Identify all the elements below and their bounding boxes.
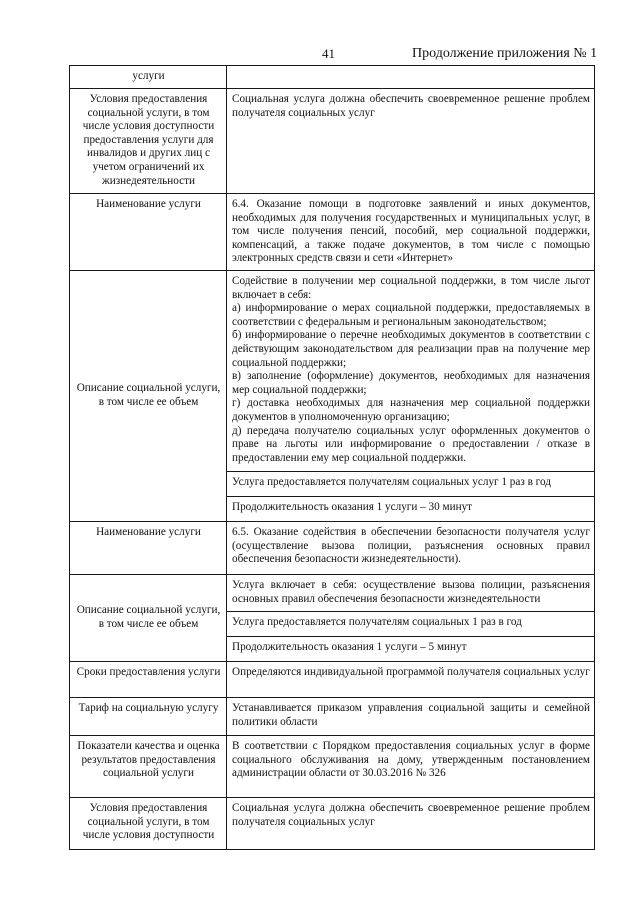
table-row [70,574,595,611]
table-row [70,797,595,849]
row-label: Условия предоставления социальной услуги, в том числе условия доступности [70,797,227,849]
row-label: Описание социальной услуги, в том числе ее объем [70,270,227,521]
service-frequency: Услуга предоставляется получателям социальных 1 раз в год [227,611,595,636]
list-item: б) информирование о перечне необходимых документов в соответствии с действующим законодательством для реализации прав на получение мер социальной поддержки; [232,329,590,369]
row-value: Устанавливается приказом управления социальной защиты и семейной политики области [227,697,595,735]
row-value: В соответствии с Порядком предоставления социальных услуг в форме социального обслуживания на дому, утвержденным постановлением администрации области от 30.03.2016 № 326 [227,735,595,797]
table-row [70,697,595,735]
service-description [227,270,595,471]
table-row [70,661,595,697]
list-item: в) заполнение (оформление) документов, необходимых для назначения мер социальной поддержки; [232,370,590,396]
row-label: Сроки предоставления услуги [70,661,227,697]
page-number: 41 [322,46,335,61]
appendix-caption: Продолжение приложения № 1 [412,46,598,61]
row-label: Тариф на социальную услугу [70,697,227,735]
table-row [70,194,595,271]
service-duration: Продолжительность оказания 1 услуги – 30 минут [227,496,595,521]
row-value: Социальная услуга должна обеспечить своевременное решение проблем получателя социальных услуг [227,797,595,849]
table-row [70,66,595,89]
row-label: Показатели качества и оценка результатов предоставления социальной услуги [70,735,227,797]
list-item: д) передача получателю социальных услуг оформленных документов о праве на льготы или информирование о предоставлении / отказе в предоставлении ему мер социальной поддержки. [232,424,590,464]
row-value: Социальная услуга должна обеспечить своевременное решение проблем получателя социальных услуг [227,89,595,194]
service-table [69,65,595,850]
service-frequency: Услуга предоставляется получателям социальных услуг 1 раз в год [227,471,595,496]
list-item: а) информирование о мерах социальной поддержки, предоставляемых в соответствии с федеральным и региональным законодательством; [232,302,590,328]
row-label: Условия предоставления социальной услуги, в том числе условия доступности предоставления услуги для инвалидов и других лиц с учетом ограничений их жизнедеятельности [70,89,227,194]
table-row [70,89,595,194]
row-label: Наименование услуги [70,194,227,271]
row-label: Наименование услуги [70,521,227,574]
table-row [70,735,595,797]
row-value [227,66,595,89]
list-item: Содействие в получении мер социальной поддержки, в том числе льгот включает в себя: [232,274,590,301]
row-label: Описание социальной услуги, в том числе ее объем [70,574,227,661]
table-row [70,270,595,471]
row-value: 6.5. Оказание содействия в обеспечении безопасности получателя услуг (осуществление вызова полиции, разъяснения основных правил обеспечения безопасности жизнедеятельности). [227,521,595,574]
row-label: услуги [70,66,227,89]
table-row [70,521,595,574]
service-duration: Продолжительность оказания 1 услуги – 5 минут [227,636,595,661]
row-value: Определяются индивидуальной программой получателя социальных услуг [227,661,595,697]
service-description: Услуга включает в себя: осуществление вызова полиции, разъяснения основных правил обеспечения безопасности жизнедеятельности [227,574,595,611]
row-value: 6.4. Оказание помощи в подготовке заявлений и иных документов, необходимых для получения государственных и муниципальных услуг, в том числе получения пенсий, пособий, мер социальной поддержки, компенсаций, а также подаче документов, в том числе с помощью электронных средств связи и сети «Интернет» [227,194,595,271]
list-item: г) доставка необходимых для назначения мер социальной поддержки документов в уполномоченную организацию; [232,397,590,423]
